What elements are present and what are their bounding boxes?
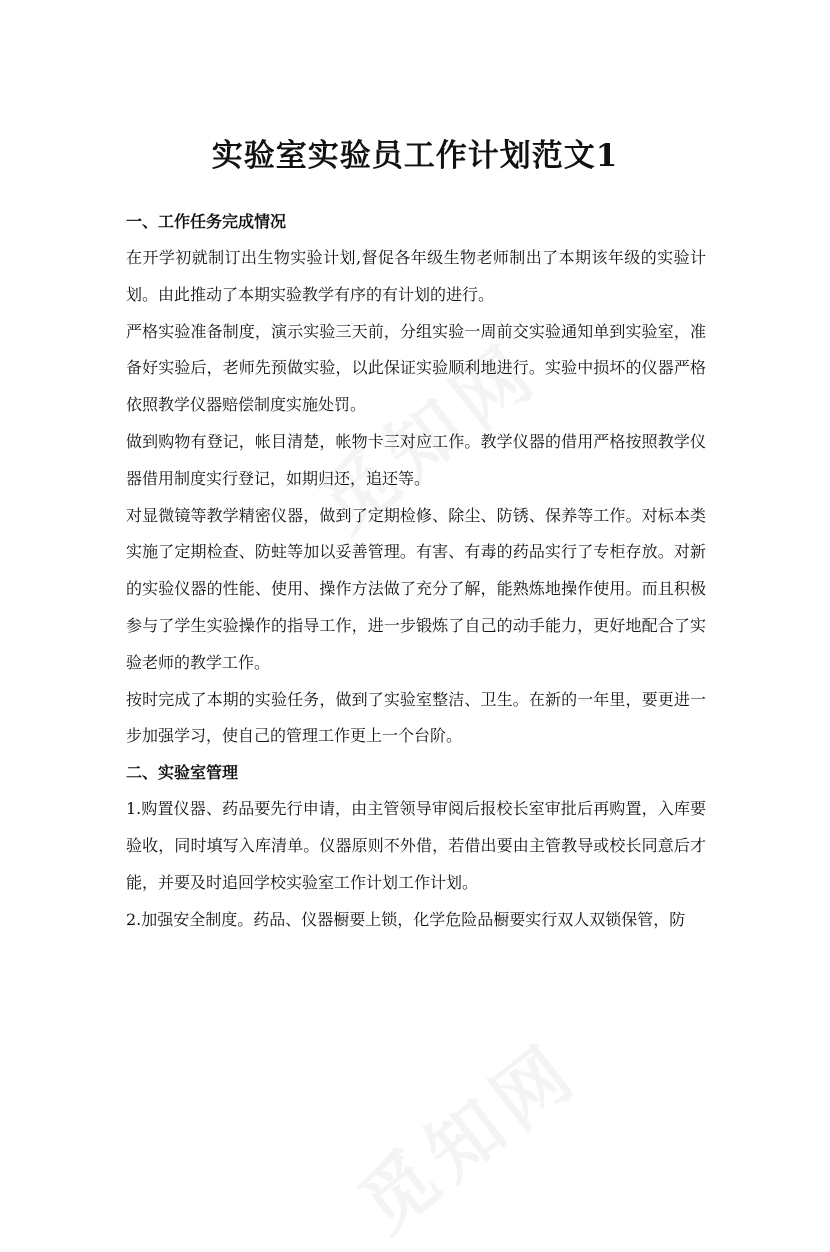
section-heading: 一、工作任务完成情况	[126, 212, 287, 231]
paragraph: 对显微镜等教学精密仪器，做到了定期检修、除尘、防锈、保养等工作。对标本类实施了定期检查、防蛀等加以妥善管理。有害、有毒的药品实行了专柜存放。对新的实验仪器的性能、使用、操作方法做了充分了解，能熟炼地操作使用。而且积极参与了学生实验操作的指导工作，进一步锻炼了自己的动手能力，更好地配合了实验老师的教学工作。	[126, 505, 706, 672]
section	[126, 755, 706, 938]
paragraph: 按时完成了本期的实验任务，做到了实验室整洁、卫生。在新的一年里，要更进一步加强学习，使自己的管理工作更上一个台阶。	[126, 689, 706, 746]
document-title: 实验室实验员工作计划范文1	[211, 137, 619, 174]
paragraph: 严格实验准备制度，演示实验三天前，分组实验一周前交实验通知单到实验室，准备好实验后，老师先预做实验，以此保证实验顺利地进行。实验中损坏的仪器严格依照教学仪器赔偿制度实施处罚。	[126, 321, 706, 415]
paragraph: 做到购物有登记，帐目清楚，帐物卡三对应工作。教学仪器的借用严格按照教学仪器借用制度实行登记，如期归还，追还等。	[126, 431, 706, 488]
paragraph: 2.加强安全制度。药品、仪器橱要上锁，化学危险品橱要实行双人双锁保管，防	[126, 909, 686, 929]
paragraph: 在开学初就制订出生物实验计划,督促各年级生物老师制出了本期该年级的实验计划。由此推动了本期实验教学有序的有计划的进行。	[126, 248, 706, 304]
document-body	[126, 204, 706, 938]
watermark	[334, 1014, 598, 1252]
paragraph: 1.购置仪器、药品要先行申请，由主管领导审阅后报校长室审批后再购置，入库要验收，同时填写入库清单。仪器原则不外借，若借出要由主管教导或校长同意后才能，并要及时追回学校实验室工作计划工作计划。	[126, 799, 706, 892]
section-heading: 二、实验室管理	[126, 763, 239, 783]
section	[126, 204, 706, 755]
